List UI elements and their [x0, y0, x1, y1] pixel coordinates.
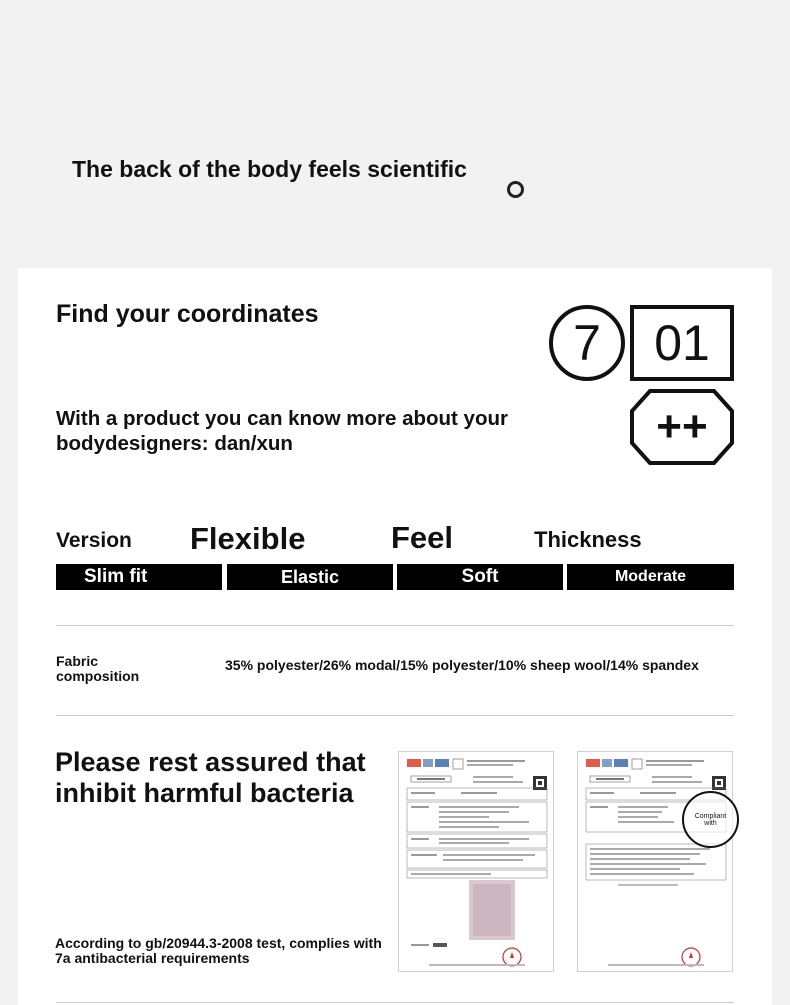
divider: [56, 1002, 734, 1003]
attribute-label-version: Version: [56, 529, 132, 552]
product-description: With a product you can know more about your bodydesigners: dan/xun: [56, 407, 508, 455]
divider: [56, 715, 734, 716]
section-title-coordinates: Find your coordinates: [56, 300, 319, 328]
octagon-badge-text: ++: [656, 402, 708, 451]
circle-number-badge: [549, 305, 625, 381]
circle-badge-text: 7: [573, 315, 601, 371]
attribute-label-flexible: Flexible: [190, 521, 306, 556]
attribute-value-version: Slim fit: [56, 564, 222, 590]
attribute-label-feel: Feel: [391, 520, 454, 555]
antibacterial-title: Please rest assured that inhibit harmful bacteria: [55, 747, 366, 808]
attribute-value-flexible: Elastic: [227, 564, 393, 590]
divider: [56, 625, 734, 626]
fabric-composition-value: 35% polyester/26% modal/15% polyester/10% sheep wool/14% spandex: [225, 657, 699, 673]
compliance-stamp: Compliant with: [682, 791, 739, 848]
antibacterial-test-note: According to gb/20944.3-2008 test, complies with 7a antibacterial requirements: [55, 935, 382, 966]
page-title: The back of the body feels scientific: [72, 156, 467, 182]
boxed-number-badge: [630, 305, 734, 381]
attribute-value-thickness: Moderate: [567, 564, 734, 590]
test-report-document: [398, 751, 554, 972]
box-badge-text: 01: [654, 315, 710, 371]
attribute-value-feel: Soft: [397, 564, 563, 590]
fabric-composition-label: Fabric composition: [56, 653, 140, 684]
attribute-label-thickness: Thickness: [534, 527, 642, 552]
test-report-document: [577, 751, 733, 972]
ring-dot-icon: [507, 181, 524, 198]
